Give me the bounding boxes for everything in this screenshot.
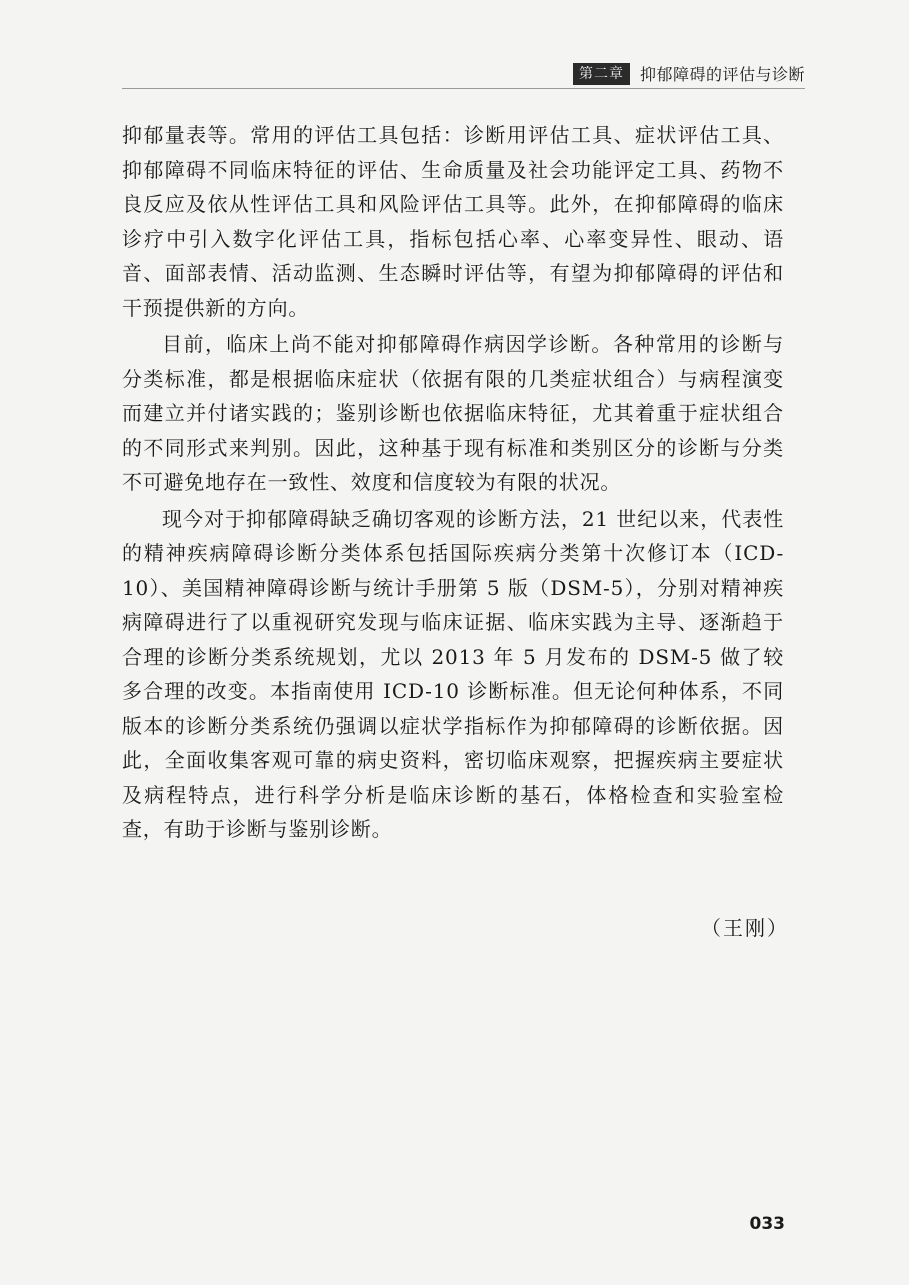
paragraph-3: 现今对于抑郁障碍缺乏确切客观的诊断方法，21 世纪以来，代表性的精神疾病障碍诊断分类体系包括国际疾病分类第十次修订本（ICD-10）、美国精神障碍诊断与统计手册第 5 版（DSM-5），分别对精神疾病障碍进行了以重视研究发现与临床证据、临床实践为主导、逐渐趋于合理的诊断分类系统规划，尤以 2013 年 5 月发布的 DSM-5 做了较多合理的改变。本指南使用 ICD-10 诊断标准。但无论何种体系，不同版本的诊断分类系统仍强调以症状学指标作为抑郁障碍的诊断依据。因此，全面收集客观可靠的病史资料，密切临床观察，把握疾病主要症状及病程特点，进行科学分析是临床诊断的基石，体格检查和实验室检查，有助于诊断与鉴别诊断。 <box>122 506 784 841</box>
body-text <box>122 118 784 849</box>
page-number: 033 <box>749 1214 785 1234</box>
author-credit: （王刚） <box>701 916 789 940</box>
chapter-badge: 第二章 <box>573 63 630 85</box>
paragraph-1: 抑郁量表等。常用的评估工具包括：诊断用评估工具、症状评估工具、抑郁障碍不同临床特征的评估、生命质量及社会功能评定工具、药物不良反应及依从性评估工具和风险评估工具等。此外，在抑郁障碍的临床诊疗中引入数字化评估工具，指标包括心率、心率变异性、眼动、语音、面部表情、活动监测、生态瞬时评估等，有望为抑郁障碍的评估和干预提供新的方向。 <box>122 123 784 320</box>
chapter-title: 抑郁障碍的评估与诊断 <box>639 65 805 84</box>
paragraph-2: 目前，临床上尚不能对抑郁障碍作病因学诊断。各种常用的诊断与分类标准，都是根据临床症状（依据有限的几类症状组合）与病程演变而建立并付诸实践的；鉴别诊断也依据临床特征，尤其着重于症状组合的不同形式来判别。因此，这种基于现有标准和类别区分的诊断与分类不可避免地存在一致性、效度和信度较为有限的状况。 <box>122 332 784 494</box>
running-header <box>573 62 805 85</box>
header-divider <box>122 88 805 89</box>
